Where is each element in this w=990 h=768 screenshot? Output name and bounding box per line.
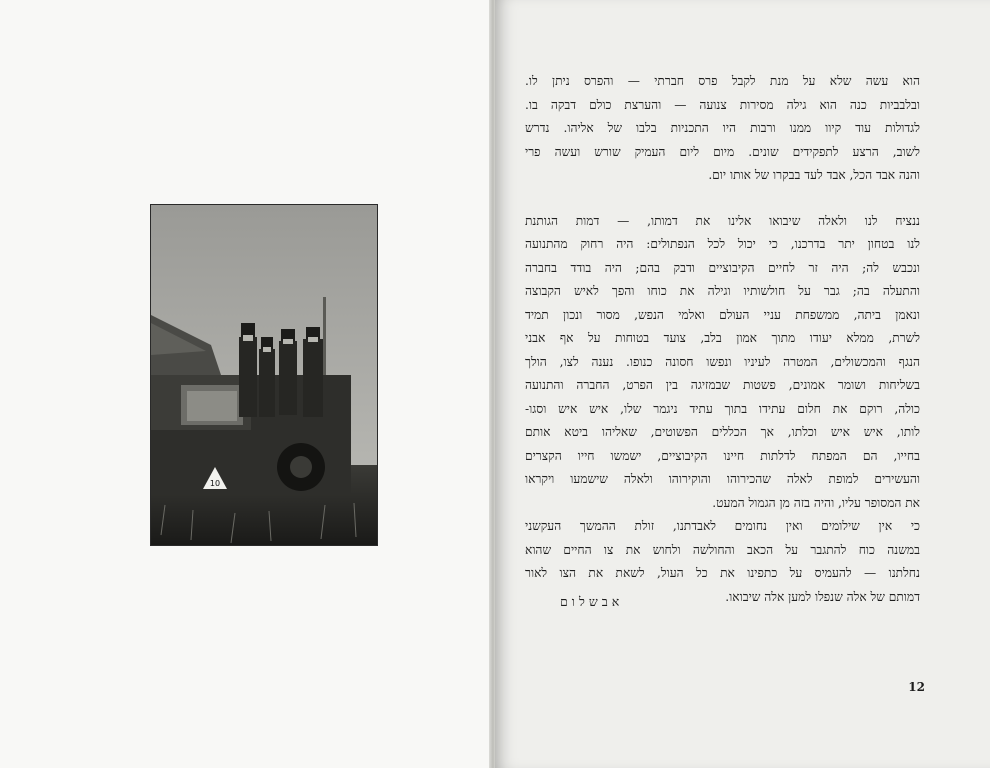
text-line: כי אין שילומים ואין נחומים לאבדתנו, זולת ההמשך העקשני (525, 519, 920, 533)
text-line: לגדולות עוד קיוו ממנו ורבות היו התכניות בלבו של אליהו. נדרש (525, 121, 920, 135)
text-line: הוא עשה שלא על מנת לקבל פרס חברתי — והפרס ניתן לו. (525, 74, 920, 88)
photo-soldiers-on-truck (151, 205, 377, 545)
text-line: נחלתנו — להעמיס על כתפינו את כל העול, לשאת את הצו לאור (525, 566, 920, 580)
text-line: כולה, רוקם את חלום עתידו בתוך עתיד ניגמר שלו, איש איש וסגו- (525, 401, 920, 416)
paragraph-1 (525, 70, 920, 188)
text-line: בשליחות ושומר אמונים, פשטות שבמזיגה בין הפרט, החברה והתנועה (525, 378, 920, 392)
text-line: והעשירים למופת לאלה שהכירוהו והוקירוהו ולאלה שישמעו ויקראו (525, 472, 920, 486)
text-line: לנו בטחון יתר בדרכנו, כי יכול לכל הנפתולים: היה רחוק מהתנועה (525, 237, 920, 251)
photograph (150, 204, 378, 546)
text-line: דמותם של אלה שנפלו למען אלה שיבואו. (725, 589, 920, 604)
text-line: במשנה כוח להתגבר על הכאב והחולשה ולחוש את צו החיים שהוא (525, 542, 920, 557)
text-line: לשרת, ממלא יעודו מתוך אמון בלב, צועד בטוחות על אף אבני (525, 331, 920, 345)
text-line: בחייו, הם המפתח לדלתות חיינו הקיבוציים, ישמשו חייו הקצרים (525, 448, 920, 463)
text-line: הנגף והמכשולים, המטרה לעיניו ונפשו חסונה כנופו. נענה לצו, הולך (525, 354, 920, 369)
text-line: ונכבש לה; היה זר לחיים הקיבוציים ודבק בהם; היה בודד בחברה (525, 260, 920, 275)
vehicle-marking-number: 10 (209, 479, 221, 488)
text-line: לשוב, הרצע לתפקידים שונים. מיום ליום העמיק שורש ועשה פרי (525, 144, 920, 159)
page-number: 12 (908, 680, 925, 694)
text-line: את המסופר עליו, והיה בזה מן הגמול המעט. (712, 495, 920, 510)
text-line: והנה אבד הכל, אבד לעד בבקרו של אותו יום. (708, 168, 920, 182)
text-line: ובלבביות כנה הוא גילה מסירות צנועה — והערצת כולם דבקה בו. (525, 97, 920, 112)
text-line: ונאמן ביתה, ממשפחת עניי העולם ואלמי הנפש, מסור ונכון תמיד (525, 307, 920, 322)
text-line: והתעלה בה; גבר על חולשותיו וגילה את כוחו והפך לאיש הקבוצה (525, 284, 920, 298)
text-line: ננציח לנו ולאלה שיבואו אלינו את דמותו, — דמות הגותנת (525, 213, 920, 228)
text-line: לותו, איש איש וכלתו, אך הכללים הפשוטים, שאליהו ביטא אותם (525, 425, 920, 439)
body-text (525, 70, 920, 609)
paragraph-2 (525, 210, 920, 516)
author-signature: אבשלום (560, 594, 624, 609)
